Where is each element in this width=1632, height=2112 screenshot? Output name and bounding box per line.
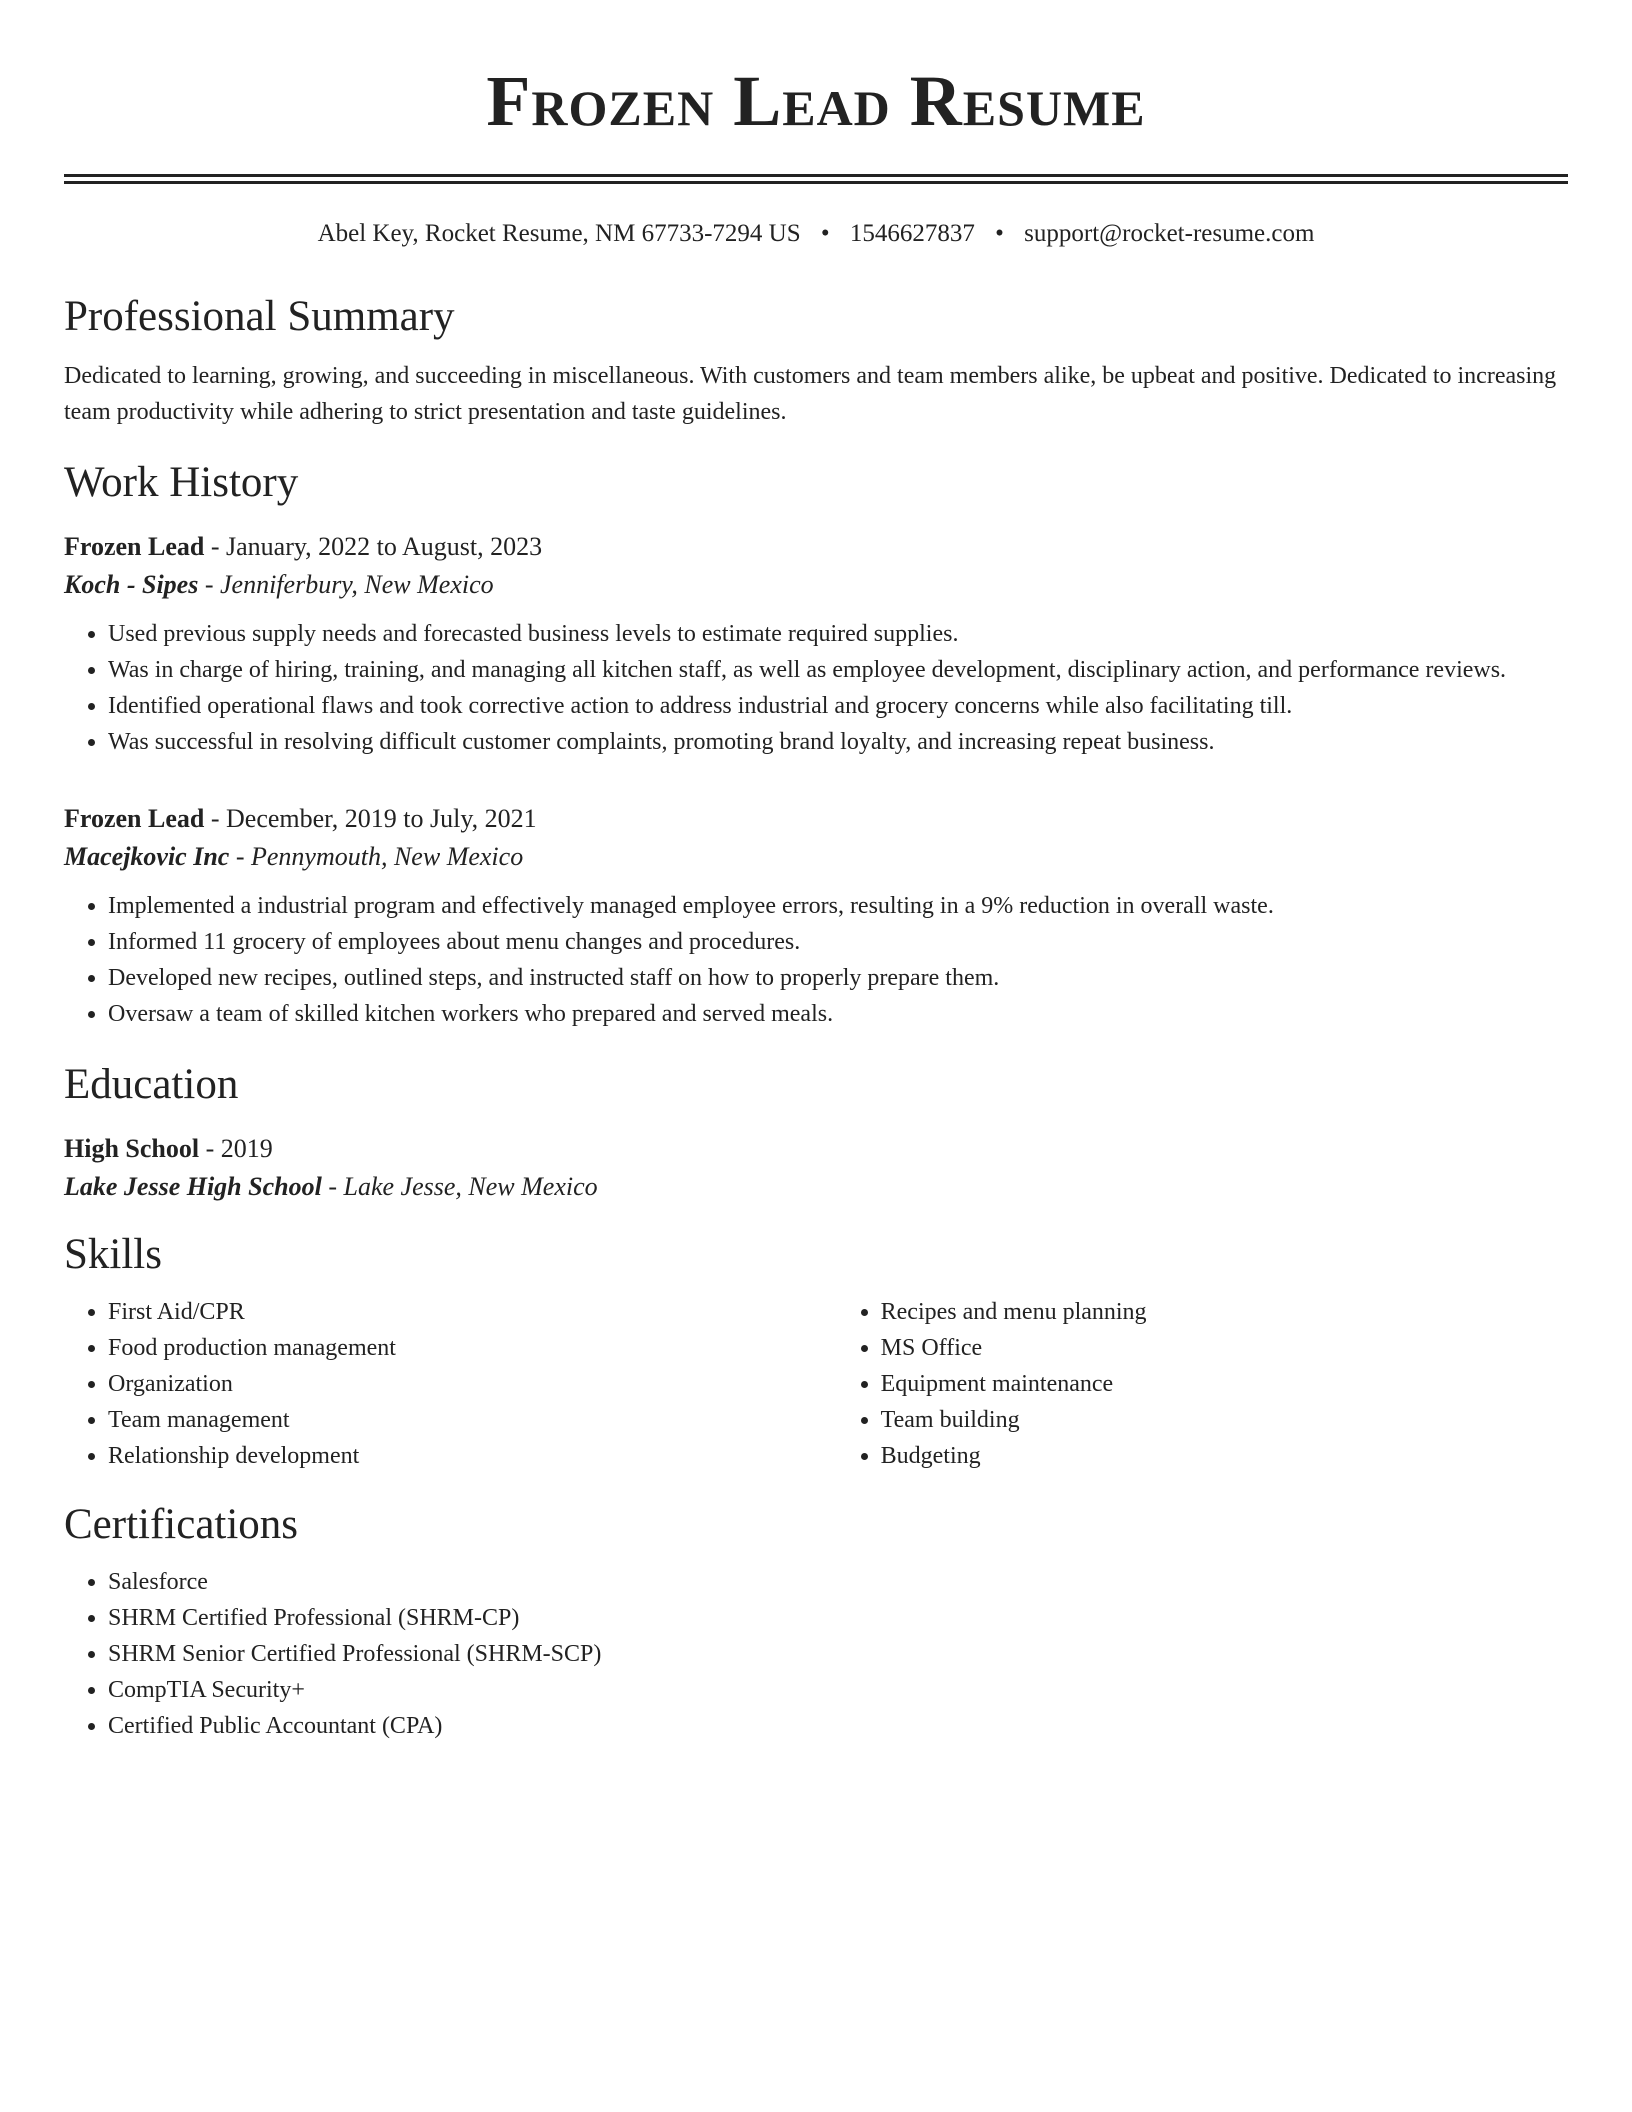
skills-list-right (837, 1294, 1568, 1474)
job-bullets (64, 616, 1568, 760)
job-title: Frozen Lead (64, 804, 205, 833)
list-item: • Team management (108, 1402, 837, 1438)
resume-title: Frozen Lead Resume (486, 61, 1146, 141)
certifications-heading: Certifications (64, 1501, 299, 1548)
job-company: Macejkovic Inc (64, 842, 230, 871)
list-item: • Food production management (108, 1330, 837, 1366)
skills-section (64, 1228, 1568, 1474)
list-item: • Was in charge of hiring, training, and managing all kitchen staff, as well as employee development, disciplinary action, and performance reviews. (108, 652, 1568, 688)
list-item: • MS Office (881, 1330, 1568, 1366)
list-item: • Relationship development (108, 1438, 837, 1474)
list-item: • Certified Public Accountant (CPA) (108, 1708, 1568, 1744)
job-bullets (64, 888, 1568, 1032)
contact-line (64, 218, 1568, 250)
skills-heading: Skills (64, 1231, 162, 1278)
skills-list-left (64, 1294, 837, 1474)
job-dates: - January, 2022 to August, 2023 (204, 532, 543, 561)
job-title-line (64, 800, 1568, 838)
contact-email: support@rocket-resume.com (1024, 220, 1315, 247)
education-degree-line (64, 1130, 1568, 1168)
education-section (64, 1058, 1568, 1206)
job-location: - Pennymouth, New Mexico (229, 842, 524, 871)
job-org-line (64, 838, 1568, 876)
list-item: • Implemented a industrial program and effectively managed employee errors, resulting in a 9% reduction in overall waste. (108, 888, 1568, 924)
job-dates: - December, 2019 to July, 2021 (204, 804, 537, 833)
job-company: Koch - Sipes (64, 570, 199, 599)
summary-text: Dedicated to learning, growing, and succeeding in miscellaneous. With customers and team members alike, be upbeat and positive. Dedicated to increasing team productivity while adhering to strict presentation and taste guidelines. (64, 363, 1557, 425)
contact-separator: • (995, 220, 1004, 247)
job-entry (64, 800, 1568, 1032)
list-item: • Budgeting (881, 1438, 1568, 1474)
job-org-line (64, 566, 1568, 604)
list-item: • Equipment maintenance (881, 1366, 1568, 1402)
list-item: • Recipes and menu planning (881, 1294, 1568, 1330)
education-degree: High School (64, 1134, 200, 1163)
education-year: - 2019 (199, 1134, 273, 1163)
list-item: • SHRM Certified Professional (SHRM-CP) (108, 1600, 1568, 1636)
job-location: - Jenniferbury, New Mexico (198, 570, 494, 599)
certifications-section (64, 1498, 1568, 1744)
list-item: • Salesforce (108, 1564, 1568, 1600)
job-title-line (64, 528, 1568, 566)
contact-phone: 1546627837 (849, 220, 975, 247)
title-divider (64, 174, 1568, 184)
list-item: • Team building (881, 1402, 1568, 1438)
contact-separator: • (820, 220, 830, 247)
list-item: • Organization (108, 1366, 837, 1402)
job-title: Frozen Lead (64, 532, 205, 561)
education-heading: Education (64, 1061, 239, 1108)
list-item: • Developed new recipes, outlined steps, and instructed staff on how to properly prepare them. (108, 960, 1568, 996)
list-item: • Oversaw a team of skilled kitchen workers who prepared and served meals. (108, 996, 1568, 1032)
certifications-list (64, 1564, 1568, 1744)
education-school: Lake Jesse High School (64, 1172, 322, 1201)
summary-section (64, 290, 1568, 430)
list-item: • Identified operational flaws and took corrective action to address industrial and grocery concerns while also facilitating till. (108, 688, 1568, 724)
summary-heading: Professional Summary (64, 293, 455, 340)
work-history-section (64, 456, 1568, 1032)
work-history-heading: Work History (64, 459, 299, 506)
list-item: • SHRM Senior Certified Professional (SHRM-SCP) (108, 1636, 1568, 1672)
job-entry (64, 528, 1568, 760)
list-item: • Was successful in resolving difficult customer complaints, promoting brand loyalty, and increasing repeat business. (108, 724, 1568, 760)
education-entry (64, 1130, 1568, 1206)
skills-columns (64, 1294, 1568, 1474)
list-item: • Used previous supply needs and forecasted business levels to estimate required supplies. (108, 616, 1568, 652)
education-location: - Lake Jesse, New Mexico (321, 1172, 598, 1201)
list-item: • CompTIA Security+ (108, 1672, 1568, 1708)
contact-address: Abel Key, Rocket Resume, NM 67733-7294 US (317, 220, 801, 247)
list-item: • Informed 11 grocery of employees about menu changes and procedures. (108, 924, 1568, 960)
education-school-line (64, 1168, 1568, 1206)
list-item: • First Aid/CPR (108, 1294, 837, 1330)
